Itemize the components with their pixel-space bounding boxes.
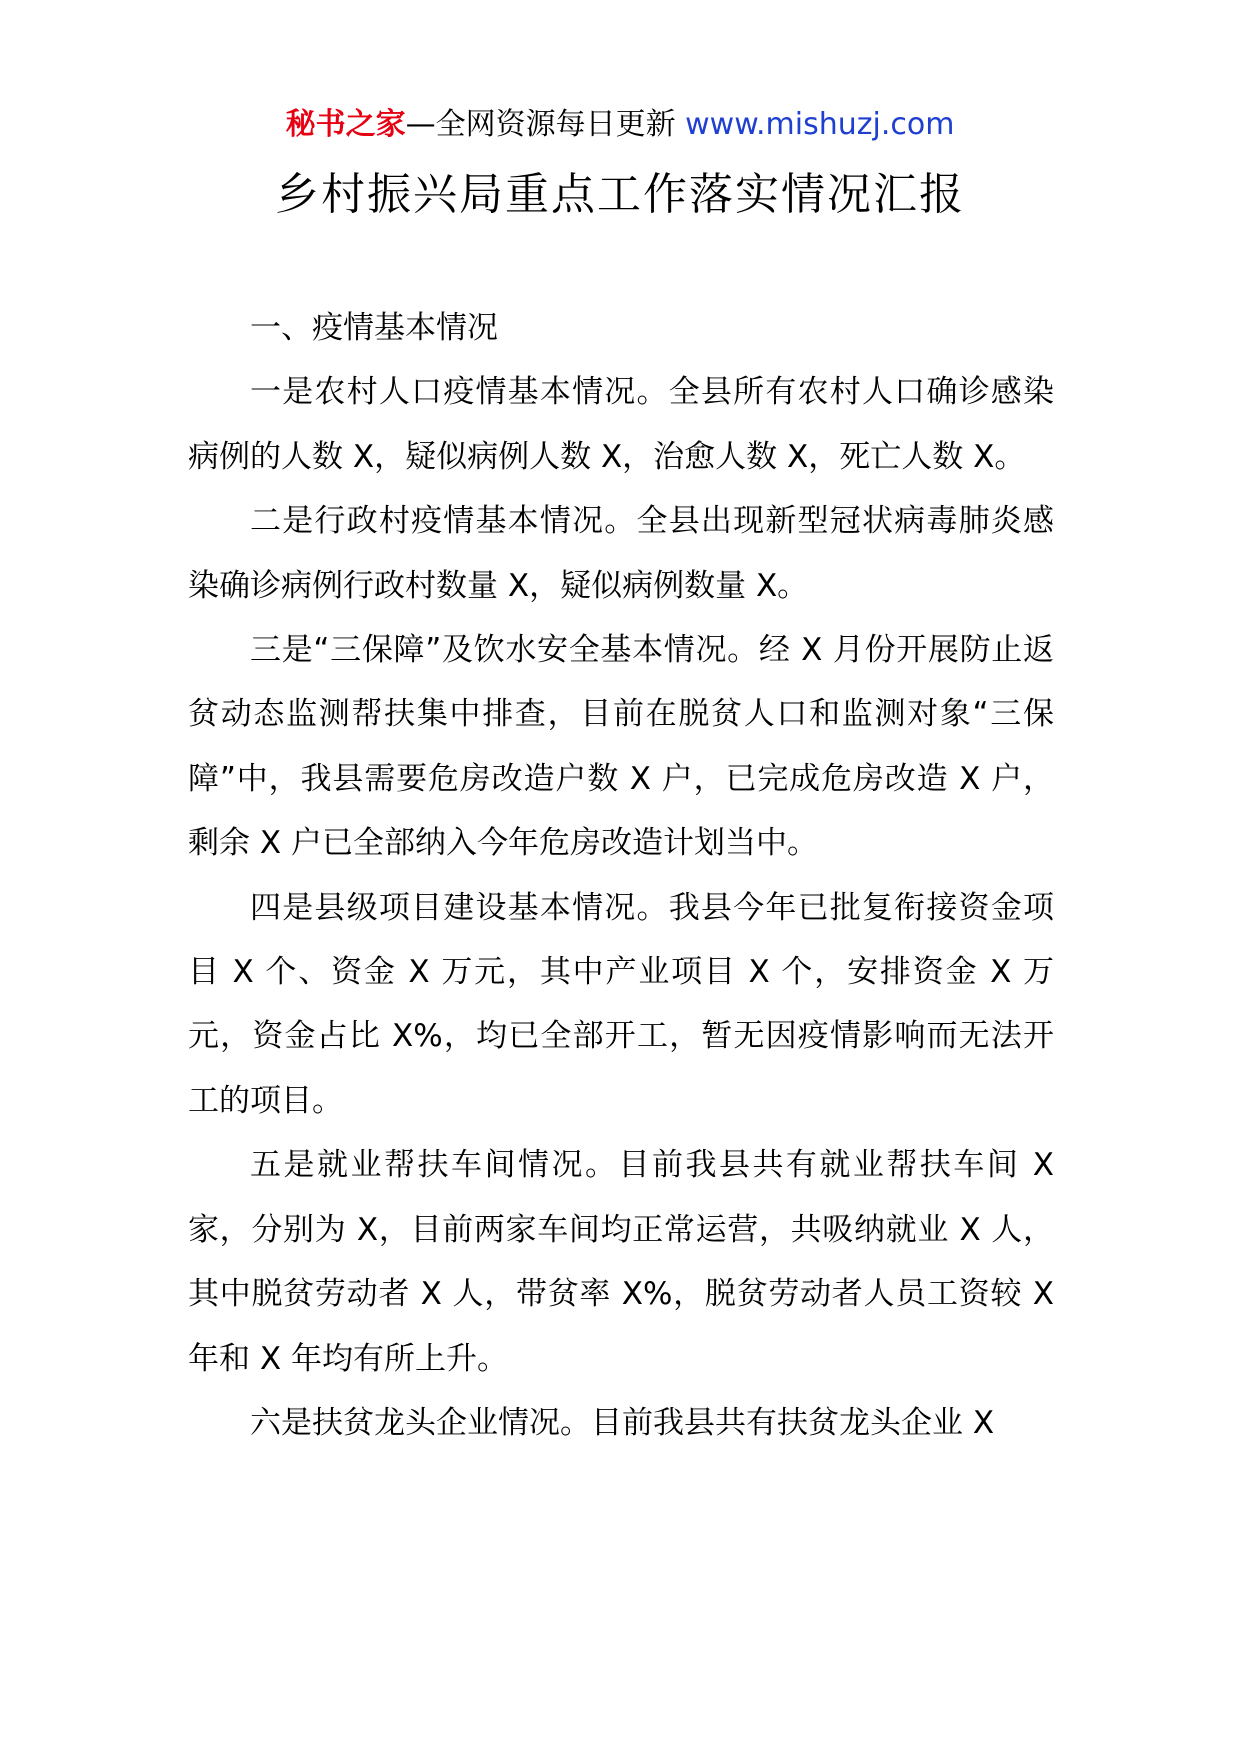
paragraph: 四是县级项目建设基本情况。我县今年已批复衔接资金项目 X 个、资金 X 万元，其中产业项目 X 个，安排资金 X 万元，资金占比 X%，均已全部开工，暂无因疫情影响而无法开工的项目。: [188, 889, 1054, 1119]
site-url-link[interactable]: www.mishuzj.com: [685, 107, 955, 142]
paragraph: 一是农村人口疫情基本情况。全县所有农村人口确诊感染病例的人数 X，疑似病例人数 X，治愈人数 X，死亡人数 X。: [188, 374, 1054, 475]
paragraph: 六是扶贫龙头企业情况。目前我县共有扶贫龙头企业 X: [250, 1404, 995, 1441]
document-title: 乡村振兴局重点工作落实情况汇报: [275, 169, 965, 220]
site-header: [0, 102, 1240, 148]
document-body: [188, 296, 1054, 1455]
paragraph: 三是“三保障”及饮水安全基本情况。经 X 月份开展防止返贫动态监测帮扶集中排查，目前在脱贫人口和监测对象“三保障”中，我县需要危房改造户数 X 户，已完成危房改造 X 户，剩余 X 户已全部纳入今年危房改造计划当中。: [188, 632, 1054, 862]
site-brand: 秘书之家: [285, 107, 406, 142]
site-slogan: —全网资源每日更新: [405, 107, 676, 142]
section-heading: 一、疫情基本情况: [250, 310, 498, 346]
paragraph: 二是行政村疫情基本情况。全县出现新型冠状病毒肺炎感染确诊病例行政村数量 X，疑似病例数量 X。: [188, 503, 1054, 604]
paragraph: 五是就业帮扶车间情况。目前我县共有就业帮扶车间 X 家，分别为 X，目前两家车间均正常运营，共吸纳就业 X 人，其中脱贫劳动者 X 人，带贫率 X%，脱贫劳动者人员工资较 X 年和 X 年均有所上升。: [188, 1147, 1054, 1377]
